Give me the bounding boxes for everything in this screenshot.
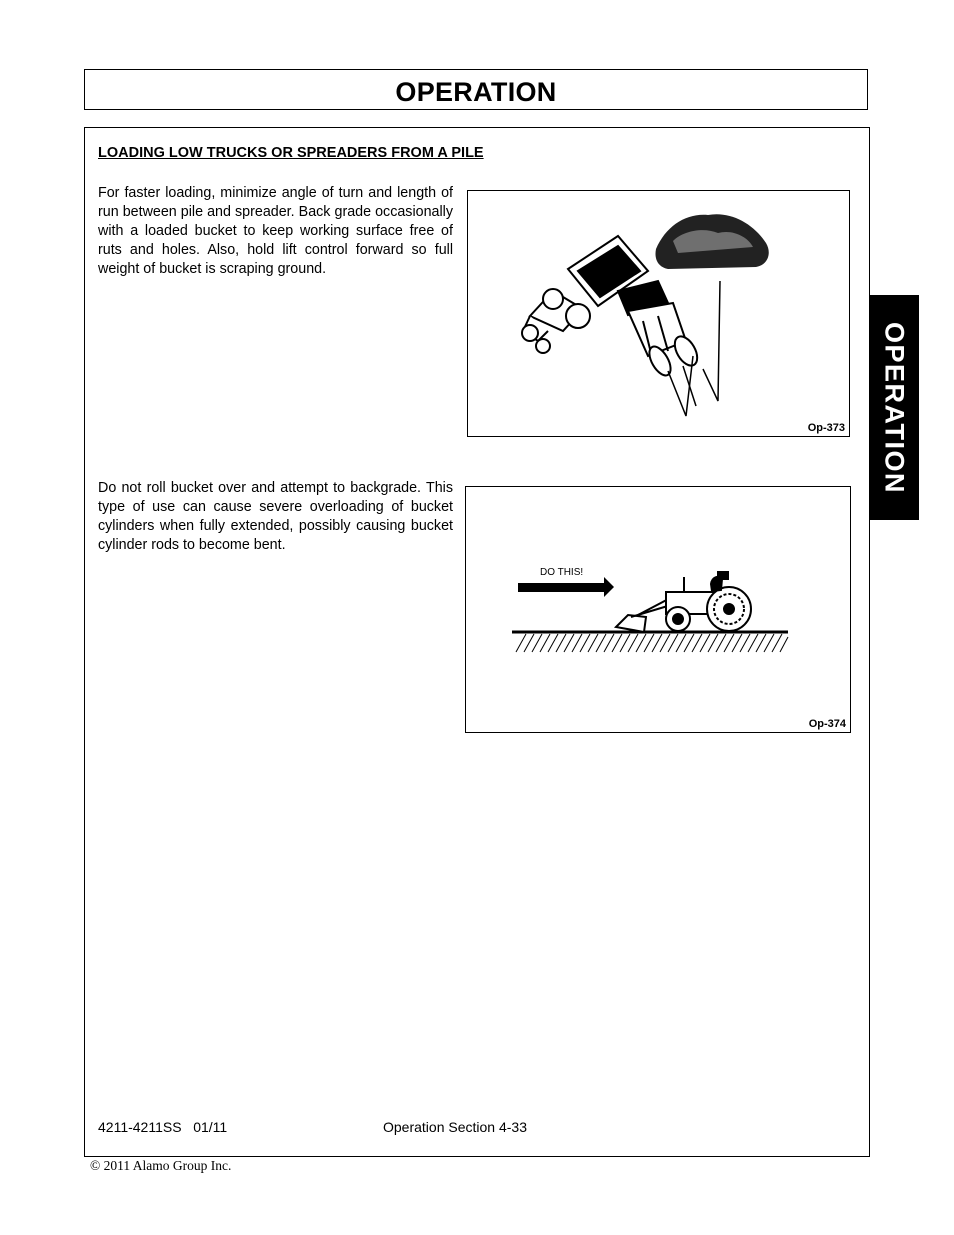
do-this-callout: DO THIS! — [540, 567, 584, 578]
tractor — [616, 572, 751, 632]
figure-op-374 — [465, 486, 851, 733]
paragraph-bucket-warning: Do not roll bucket over and attempt to backgrade. This type of use can cause severe overloading of bucket cylinders when fully extended, possibly causing bucket cylinder rods to become bent. — [98, 480, 453, 553]
figure-label: Op-373 — [807, 422, 845, 434]
footer-model-date: 4211-4211SS 01/11 — [98, 1119, 228, 1135]
page-title: OPERATION — [395, 77, 557, 107]
direction-arrow — [518, 577, 614, 597]
material-pile — [656, 214, 769, 269]
section-heading: LOADING LOW TRUCKS OR SPREADERS FROM A PILE — [98, 145, 484, 161]
copyright-notice: © 2011 Alamo Group Inc. — [90, 1158, 232, 1173]
paragraph-loading-tips: For faster loading, minimize angle of turn and length of run between pile and spreader. Back grade occasionally with a loaded bucket to keep working surface free of ruts and holes. Also, hold lift control forward so full weight of bucket is scraping ground. — [98, 185, 453, 277]
loader-and-spreader-illustration — [468, 191, 849, 436]
header-box — [84, 69, 868, 110]
figure-op-373 — [467, 190, 850, 437]
side-tab-label: OPERATION — [879, 321, 910, 494]
ground — [512, 632, 788, 652]
section-side-tab — [869, 295, 919, 520]
tractor-backgrade-illustration — [466, 487, 850, 732]
footer-section-page: Operation Section 4-33 — [383, 1119, 527, 1135]
figure-label: Op-374 — [808, 718, 846, 730]
loader-tractor — [618, 281, 702, 379]
